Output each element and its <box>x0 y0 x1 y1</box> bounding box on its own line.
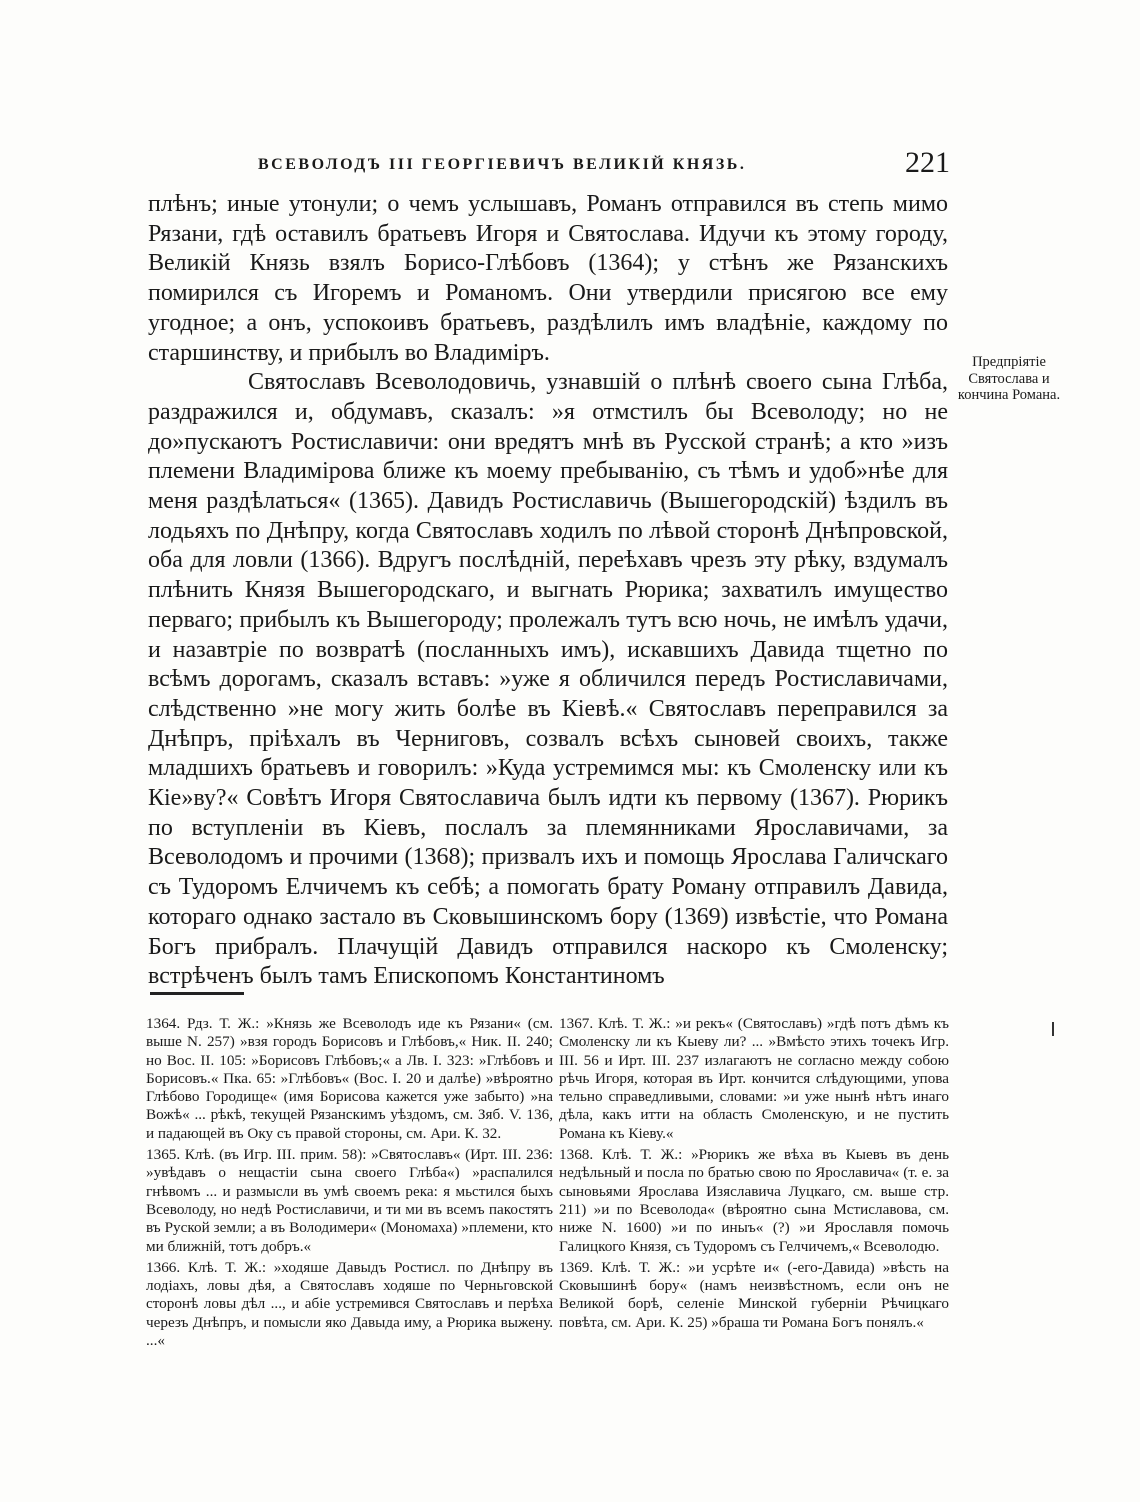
running-title: ВСЕВОЛОДЪ III ГЕОРГІЕВИЧЪ ВЕЛИКІЙ КНЯЗЬ. <box>258 156 747 173</box>
page-number: 221 <box>905 146 950 179</box>
footnote-divider <box>150 992 244 995</box>
footnotes-left-column <box>146 1015 553 1353</box>
margin-note: Предпріятіе Святослава и кончина Романа. <box>957 354 1061 403</box>
paragraph-2: Святославъ Всеволодовичь, узнавшій о плѣнѣ своего сына Глѣба, раздражился и, обдумавъ, сказалъ: »я отмстилъ бы Всеволоду; но не до»пускаютъ Ростиславичи: они вредятъ мнѣ въ Русской странѣ; а кто »изъ племени Владимірова ближе къ моему пребыванію, съ тѣмъ и удоб»нѣе для меня раздѣлаться« (1365). Давидъ Ростиславичь (Вышегородскій) ѣздилъ въ лодьяхъ по Днѣпру, когда Святославъ ходилъ по лѣвой сторонѣ Днѣпровской, оба для ловли (1366). Вдругъ послѣдній, переѣхавъ чрезъ эту рѣку, вздумалъ плѣнить Князя Вышегородскаго, и выгнать Рюрика; захватилъ имущество перваго; прибылъ къ Вышегороду; пролежалъ тутъ всю ночь, не имѣлъ удачи, и назавтріе по возвратѣ (посланныхъ имъ), искавшихъ Давида тщетно по всѣмъ дорогамъ, сказалъ вставъ: »уже я обличился передъ Ростиславичами, слѣдственно »не могу жить болѣе въ Кіевѣ.« Святославъ переправился за Днѣпръ, пріѣхалъ въ Черниговъ, созвалъ всѣхъ сыновей своихъ, также младшихъ братьевъ и говорилъ: »Куда устремимся мы: къ Смоленску или къ Кіе»ву?« Совѣтъ Игоря Святославича былъ идти къ первому (1367). Рюрикъ по вступленіи въ Кіевъ, послалъ за племянниками Ярославичами, за Всеволодомъ и прочими (1368); призвалъ ихъ и помощь Ярослава Галичскаго съ Тудоромъ Елчичемъ къ себѣ; а помогать брату Роману отправилъ Давида, котораго однако застало въ Сковышинскомъ бору (1369) извѣстіе, что Романа Богъ прибралъ. Плачущій Давидъ отправился наскоро къ Смоленску; встрѣченъ былъ тамъ Епископомъ Константиномъ <box>148 369 948 990</box>
footnote-1368: 1368. Клѣ. Т. Ж.: »Рюрикъ же вѣха въ Кыевъ въ день недѣльный и посла по братью свою по Ярославича« (т. е. за сыновьями Ярослава Изяславича Луцкаго, см. выше стр. 211) »и по Всеволода« (вѣроятно сына Мстиславова, см. ниже N. 1600) »и по иныъ« (?) »и Ярославля помочь Галицкого Князя, съ Тудоромъ съ Гелчичемъ,« Всеволодю. <box>559 1146 949 1255</box>
page-header <box>258 146 950 184</box>
main-text <box>148 190 948 992</box>
footnote-1369: 1369. Клѣ. Т. Ж.: »и усрѣте и« (-его-Давида) »вѣсть на Сковышинѣ бору« (намъ неизвѣстномъ, если онъ не Великой борѣ, селеніе Минской губерніи Рѣчицкаго повѣта, см. Ари. К. 25) »браша ти Романа Богъ понялъ.« <box>559 1258 949 1331</box>
footnotes-right-column <box>559 1015 949 1335</box>
footnote-1366: 1366. Клѣ. Т. Ж.: »ходяше Давыдъ Ростисл. по Днѣпру въ лодіахъ, ловы дѣя, а Святославъ ходяше по Черньговской сторонѣ ловы дѣл ..., и абіе устремився Святославъ и перѣха черезъ Днѣпръ, и помысли яко Давыда иму, а Рюрика выжену. ...« <box>146 1258 553 1350</box>
paragraph-1: плѣнъ; иные утонули; о чемъ услышавъ, Романъ отправился въ степь мимо Рязани, гдѣ оставилъ братьевъ Игоря и Святослава. Идучи къ этому городу, Великій Князь взялъ Борисо-Глѣбовъ (1364); у стѣнъ же Рязанскихъ помирился съ Игоремъ и Романомъ. Они утвердили присягою все ему угодное; а онъ, успокоивъ братьевъ, раздѣлилъ имъ владѣніе, каждому по старшинству, и прибылъ во Владиміръ. <box>148 191 948 366</box>
footnote-1365: 1365. Клѣ. (въ Игр. III. прим. 58): »Святославъ« (Ирт. III. 236: »увѣдавъ о нещастіи сына своего Глѣба«) »распалился гнѣвомъ ... и размысли въ умѣ своемъ река: я мьстился быхъ Всеволоду, но недѣ Ростиславичи, и ти ми въ всемъ пакостятъ въ Руской земли; а въ Володимери« (Мономаха) »племени, кто ми ближній, тотъ добръ.« <box>146 1146 553 1255</box>
footnote-1364: 1364. Рдз. Т. Ж.: »Князь же Всеволодъ иде къ Рязани« (см. выше N. 257) »взя городъ Борисовъ и Глѣбовъ,« Ник. II. 240; но Вос. II. 105: »Борисовъ Глѣбовъ;« а Лв. I. 323: »Глѣбовъ и Борисовъ.« Пка. 65: »Глѣбовъ« (Вос. I. 20 и далѣе) »вѣроятно Глѣбово Городище« (имя Борисова кажется уже забыто) »на Вожѣ« ... рѣкѣ, текущей Рязанскимъ уѣздомъ, см. Зяб. V. 136, и падающей въ Оку съ правой стороны, см. Ари. К. 32. <box>146 1015 553 1142</box>
footnote-1367: 1367. Клѣ. Т. Ж.: »и рекъ« (Святославъ) »гдѣ потъ дѣмъ къ Смоленску ли къ Кыеву ли? ... »Вмѣсто этихъ точекъ Игр. III. 56 и Ирт. III. 237 излагаютъ не согласно между собою рѣчь Игоря, которая въ Ирт. кончится слѣдующими, упова тельно справедливыми, словами: »и уже нынѣ нѣтъ инаго дѣла, какъ итти на область Смоленскую, и не пустить Романа къ Кіеву.« <box>559 1015 949 1142</box>
margin-mark <box>1052 1022 1054 1036</box>
